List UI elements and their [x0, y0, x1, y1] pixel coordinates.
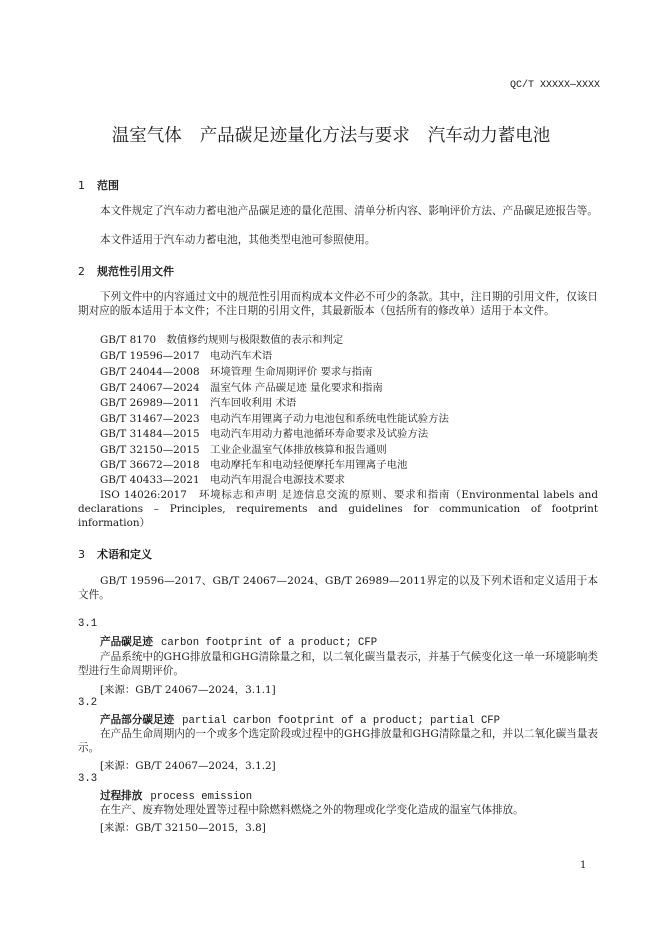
title-part-1: 温室气体	[111, 126, 182, 146]
section-2-intro: 下列文件中的内容通过文中的规范性引用而构成本文件必不可少的条款。其中，注日期的引用文件，仅该日期对应的版本适用于本文件；不注日期的引用文件，其最新版本（包括所有的修改单）适用于本文件。	[78, 291, 598, 318]
term-name: 过程排放 process emission	[100, 790, 253, 803]
document-title	[0, 122, 662, 147]
term-number: 3.1	[78, 618, 98, 630]
section-1-heading: 1 范围	[78, 179, 119, 192]
reference-item: GB/T 32150—2015 工业企业温室气体排放核算和报告通则	[100, 444, 387, 456]
term-definition: 产品系统中的GHG排放量和GHG清除量之和，以二氧化碳当量表示，并基于气候变化这一单一环境影响类型进行生命周期评价。	[78, 651, 598, 677]
term-name: 产品碳足迹 carbon footprint of a product; CFP	[100, 636, 378, 649]
term-english-name: process emission	[150, 791, 253, 803]
term-source: [来源：GB/T 32150—2015，3.8]	[100, 822, 266, 834]
section-3-intro: GB/T 19596—2017、GB/T 24067—2024、GB/T 26989—2011界定的以及下列术语和定义适用于本文件。	[78, 575, 598, 602]
term-number: 3.3	[78, 773, 98, 785]
reference-item: GB/T 19596—2017 电动汽车术语	[100, 350, 273, 362]
term-name: 产品部分碳足迹 partial carbon footprint of a product; partial CFP	[100, 714, 501, 727]
title-part-2: 产品碳足迹量化方法与要求	[199, 126, 410, 146]
term-definition: 在产品生命周期内的一个或多个选定阶段或过程中的GHG排放量和GHG清除量之和，并以二氧化碳当量表示。	[78, 728, 598, 754]
term-english-name: partial carbon footprint of a product; partial CFP	[182, 715, 501, 727]
reference-item: GB/T 36672—2018 电动摩托车和电动轻便摩托车用锂离子电池	[100, 459, 408, 471]
reference-item: GB/T 24044—2008 环境管理 生命周期评价 要求与指南	[100, 366, 373, 378]
section-3-heading: 3 术语和定义	[78, 548, 152, 561]
reference-item: GB/T 31484—2015 电动汽车用动力蓄电池循环寿命要求及试验方法	[100, 428, 429, 440]
document-code: QC/T XXXXX—XXXX	[509, 80, 600, 91]
term-source: [来源：GB/T 24067—2024，3.1.2]	[100, 760, 276, 772]
reference-item: GB/T 31467—2023 电动汽车用锂离子动力电池包和系统电性能试验方法	[100, 413, 449, 425]
page-number: 1	[580, 860, 587, 871]
term-english-name: carbon footprint of a product; CFP	[160, 637, 378, 649]
reference-item: GB/T 26989—2011 汽车回收利用 术语	[100, 397, 297, 409]
term-number: 3.2	[78, 697, 98, 709]
section-1-paragraph-1: 本文件规定了汽车动力蓄电池产品碳足迹的量化范围、清单分析内容、影响评价方法、产品碳足迹报告等。	[100, 205, 598, 217]
term-definition: 在生产、废弃物处理处置等过程中除燃料燃烧之外的物理或化学变化造成的温室气体排放。	[100, 804, 524, 816]
reference-item: GB/T 8170 数值修约规则与极限数值的表示和判定	[100, 334, 344, 346]
term-source: [来源：GB/T 24067—2024，3.1.1]	[100, 684, 276, 696]
iso-reference-item: ISO 14026:2017 环境标志和声明 足迹信息交流的原则、要求和指南（Environmental labels and declarations – Principles, requirements and guidelines for communication of footprint information）	[78, 489, 598, 529]
reference-item: GB/T 40433—2021 电动汽车用混合电源技术要求	[100, 474, 346, 486]
reference-item: GB/T 24067—2024 温室气体 产品碳足迹 量化要求和指南	[100, 382, 383, 394]
section-2-heading: 2 规范性引用文件	[78, 265, 174, 278]
section-1-paragraph-2: 本文件适用于汽车动力蓄电池，其他类型电池可参照使用。	[100, 234, 376, 246]
title-part-3: 汽车动力蓄电池	[427, 126, 551, 146]
